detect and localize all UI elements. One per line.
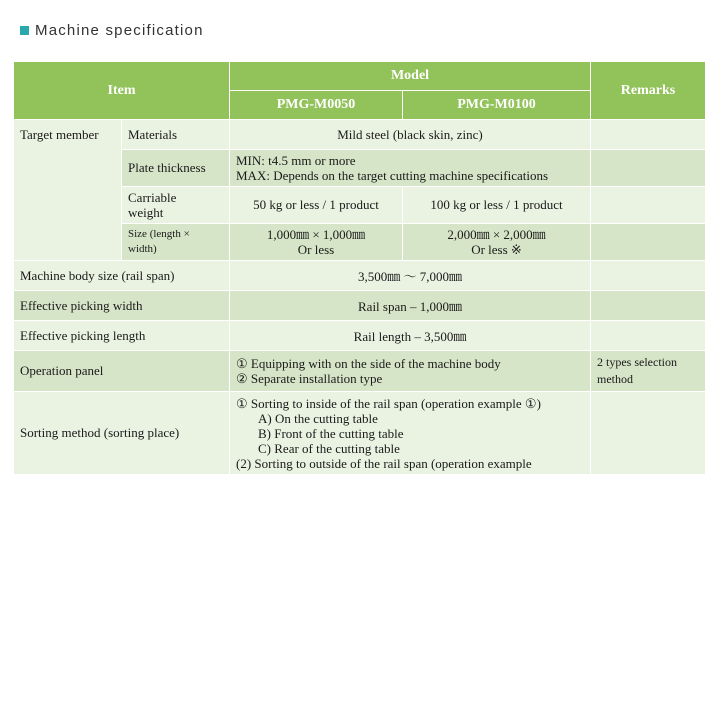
remarks-cell <box>591 120 706 150</box>
target-member-label: Target member <box>14 120 122 261</box>
materials-label: Materials <box>122 120 230 150</box>
header-remarks: Remarks <box>591 62 706 120</box>
sorting-method-line4: C) Rear of the cutting table <box>258 440 400 456</box>
size-label-line2: width) <box>128 243 157 255</box>
operation-panel-remarks-line2: method <box>597 372 634 386</box>
sorting-method-line5: (2) Sorting to outside of the rail span (operation example <box>236 455 532 471</box>
sorting-method-value <box>230 392 591 475</box>
size-a-line1: 1,000㎜ × 1,000㎜ <box>266 227 366 242</box>
section-heading <box>20 20 204 40</box>
table-row <box>14 351 706 392</box>
effective-picking-length-label: Effective picking length <box>14 321 230 351</box>
table-row <box>14 321 706 351</box>
header-model-a: PMG-M0050 <box>230 91 403 120</box>
size-label <box>122 224 230 261</box>
carriable-weight-a: 50 kg or less / 1 product <box>230 187 403 224</box>
remarks-cell <box>591 392 706 475</box>
remarks-cell <box>591 224 706 261</box>
size-a-line2: Or less <box>297 242 335 257</box>
effective-picking-length-value: Rail length – 3,500㎜ <box>230 321 591 351</box>
table-row <box>14 261 706 291</box>
sorting-method-line3: B) Front of the cutting table <box>258 425 404 441</box>
remarks-cell <box>591 321 706 351</box>
carriable-weight-label-line2: weight <box>128 205 164 220</box>
size-a <box>230 224 403 261</box>
plate-thickness-label: Plate thickness <box>122 150 230 187</box>
spec-table <box>13 61 706 475</box>
materials-value: Mild steel (black skin, zinc) <box>230 120 591 150</box>
operation-panel-label: Operation panel <box>14 351 230 392</box>
size-label-line1: Size (length × <box>128 228 190 240</box>
table-row <box>14 291 706 321</box>
sorting-method-line1: ① Sorting to inside of the rail span (operation example ①) <box>236 395 541 411</box>
carriable-weight-b: 100 kg or less / 1 product <box>403 187 591 224</box>
header-model-b: PMG-M0100 <box>403 91 591 120</box>
teal-square-icon <box>20 26 29 35</box>
table-row <box>14 120 706 150</box>
size-b-line2: Or less ※ <box>471 242 522 257</box>
plate-thickness-max: MAX: Depends on the target cutting machine specifications <box>236 168 549 183</box>
size-b <box>403 224 591 261</box>
effective-picking-width-value: Rail span – 1,000㎜ <box>230 291 591 321</box>
section-title: Machine specification <box>35 21 204 39</box>
operation-panel-remarks <box>591 351 706 392</box>
size-b-line1: 2,000㎜ × 2,000㎜ <box>447 227 546 242</box>
remarks-cell <box>591 150 706 187</box>
table-row <box>14 392 706 475</box>
plate-thickness-value <box>230 150 591 187</box>
operation-panel-remarks-line1: 2 types selection <box>597 355 677 369</box>
carriable-weight-label-line1: Carriable <box>128 190 177 205</box>
effective-picking-width-label: Effective picking width <box>14 291 230 321</box>
carriable-weight-label <box>122 187 230 224</box>
machine-body-size-label: Machine body size (rail span) <box>14 261 230 291</box>
plate-thickness-min: MIN: t4.5 mm or more <box>236 153 356 168</box>
sorting-method-line2: A) On the cutting table <box>258 410 378 426</box>
header-item: Item <box>14 62 230 120</box>
operation-panel-line1: ① Equipping with on the side of the machine body <box>236 356 501 371</box>
machine-body-size-value: 3,500㎜ ～ 7,000㎜ <box>230 261 591 291</box>
remarks-cell <box>591 291 706 321</box>
remarks-cell <box>591 187 706 224</box>
header-row-1 <box>14 62 706 91</box>
sorting-method-label: Sorting method (sorting place) <box>14 392 230 475</box>
operation-panel-value <box>230 351 591 392</box>
header-model: Model <box>230 62 591 91</box>
operation-panel-line2: ② Separate installation type <box>236 371 383 386</box>
remarks-cell <box>591 261 706 291</box>
